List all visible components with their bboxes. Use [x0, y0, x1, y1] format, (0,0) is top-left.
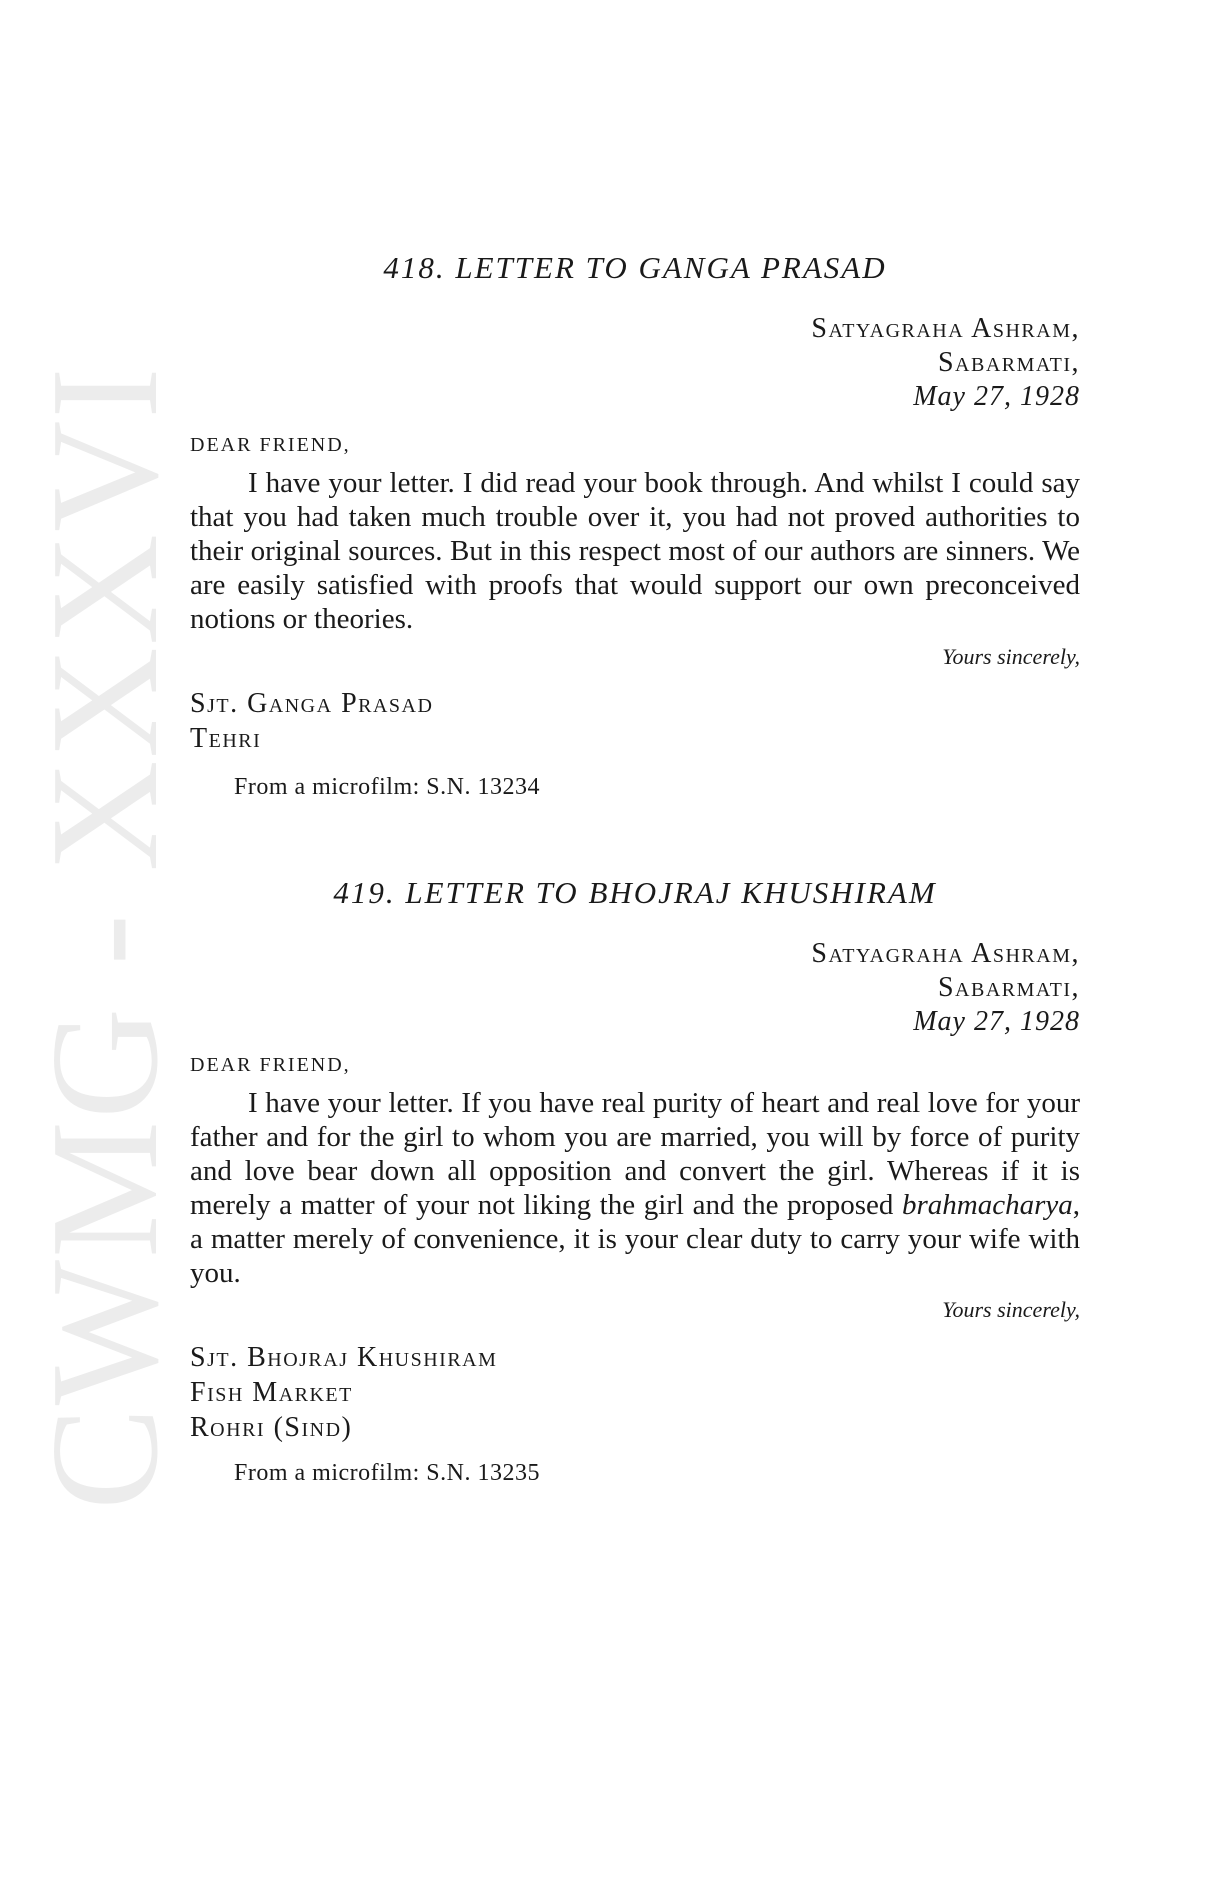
address-line: Satyagraha Ashram, [811, 938, 1080, 969]
letter-419-salutation: DEAR FRIEND, [190, 1054, 351, 1076]
body-emphasis: brahmacharya [901, 1189, 1073, 1221]
address-line: Sabarmati, [937, 347, 1080, 378]
letter-419-body [190, 1086, 1080, 1290]
body-text: I have your letter. If you have real purity of heart and real love for your father and for the girl to whom you are married, you will by force of purity and love bear down all opposition and convert the girl. Whereas if it is merely a matter of your not liking the girl and the proposed [190, 1087, 1080, 1221]
address-line: Sabarmati, [937, 972, 1080, 1003]
letter-418-closing: Yours sincerely, [942, 644, 1080, 669]
recipient-line: Fish Market [190, 1377, 353, 1408]
letter-419-date: May 27, 1928 [913, 1006, 1080, 1037]
address-line: Satyagraha Ashram, [811, 313, 1080, 344]
recipient-line: Sjt. Ganga Prasad [190, 688, 434, 719]
letter-418-address [811, 312, 1080, 414]
letter-419-recipient [190, 1340, 497, 1445]
letter-419-closing: Yours sincerely, [942, 1297, 1080, 1322]
letter-419-address [811, 937, 1080, 1039]
letter-419-source: From a microfilm: S.N. 13235 [234, 1460, 540, 1486]
watermark: CWMG - XXXVI [20, 365, 190, 1510]
body-text: , a matter merely of convenience, it is your clear duty to carry your wife with you. [190, 1189, 1080, 1289]
letter-418-body: I have your letter. I did read your book through. And whilst I could say that you had taken much trouble over it, you had not proved authorities to their original sources. But in this respect most of our authors are sinners. We are easily satisfied with proofs that would support our own preconceived notions or theories. [190, 467, 1080, 635]
recipient-line: Tehri [190, 723, 262, 754]
recipient-line: Rohri (Sind) [190, 1412, 353, 1443]
recipient-line: Sjt. Bhojraj Khushiram [190, 1342, 498, 1373]
letter-418-source: From a microfilm: S.N. 13234 [234, 774, 540, 800]
letter-418-recipient [190, 686, 433, 756]
letter-418-salutation: DEAR FRIEND, [190, 434, 351, 456]
letter-418-date: May 27, 1928 [913, 381, 1080, 412]
letter-418-title: 418. LETTER TO GANGA PRASAD [383, 250, 887, 285]
letter-419-title: 419. LETTER TO BHOJRAJ KHUSHIRAM [333, 875, 937, 910]
